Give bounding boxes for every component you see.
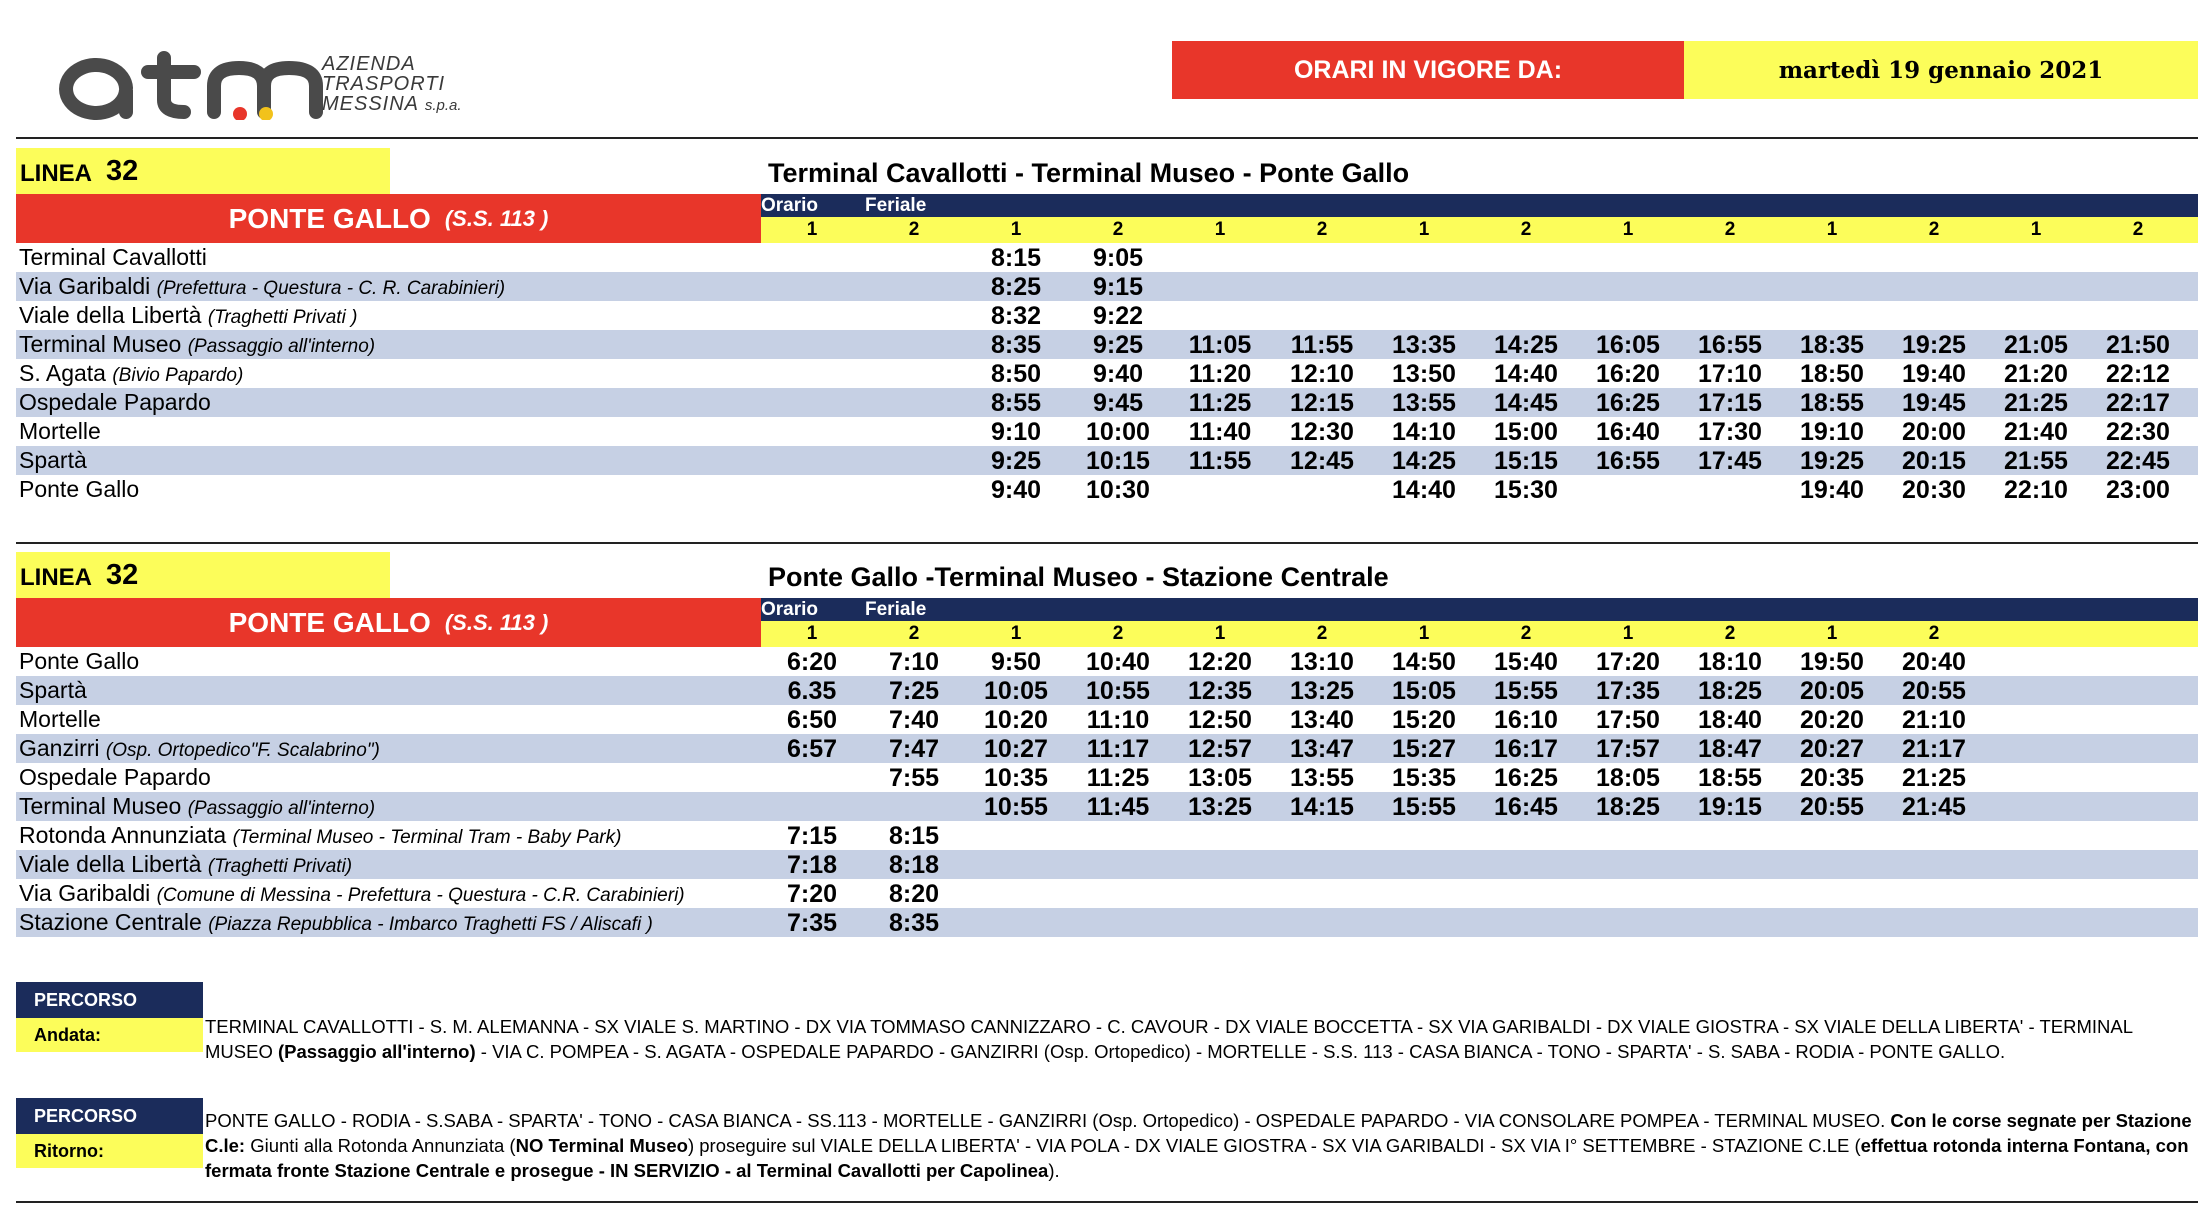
departure-time: 19:25 [1800,447,1864,475]
departure-time: 16:10 [1494,706,1558,734]
route-text-segment: TERMINAL CAVALLOTTI - S. M. ALEMANNA - SX VIALE S. MARTINO - DX VIA TOMMASO CANNIZZARO - C. CAVOUR - DX VIALE BOCCETTA - SX VIA GARIBALDI - DX VIALE GIOSTRA - SX VIALE DELLA LIBERTA' - TERMINAL MUSEO [205,1016,2133,1062]
departure-time: 15:40 [1494,648,1558,676]
departure-time: 20:55 [1800,793,1864,821]
route-label-outbound: PERCORSO [16,982,203,1018]
departure-time: 7:20 [786,880,838,908]
stop-label: Via Garibaldi [19,273,151,299]
route-description-outbound [205,1014,2195,1064]
departure-time: 10:05 [984,677,1048,705]
departure-time: 8:18 [888,851,940,879]
divider [16,137,2198,139]
departure-time: 15:35 [1392,764,1456,792]
departure-time: 11:45 [1086,793,1150,821]
departure-time: 21:20 [2004,360,2068,388]
departure-time: 8:55 [990,389,1042,417]
departure-time: 19:40 [1800,476,1864,504]
column-header: 1 [1826,219,1838,240]
column-header: 1 [1214,623,1226,644]
table-row [16,705,2198,734]
column-header: 1 [2030,219,2042,240]
departure-time: 16:45 [1494,793,1558,821]
valid-from-label: ORARI IN VIGORE DA: [1172,41,1684,99]
departure-time: 19:45 [1902,389,1966,417]
stop-name [19,360,243,389]
stop-note: (Osp. Ortopedico"F. Scalabrino") [105,740,380,761]
departure-time: 7:10 [888,648,940,676]
departure-time: 16:55 [1596,447,1660,475]
departure-time: 8:20 [888,880,940,908]
departure-time: 11:55 [1290,331,1354,359]
departure-time: 7:25 [888,677,940,705]
departure-time: 21:10 [1902,706,1966,734]
stop-name [19,302,357,331]
departure-time: 15:05 [1392,677,1456,705]
route-sub-outbound: Andata: [16,1018,203,1052]
route-title: Ponte Gallo -Terminal Museo - Stazione Centrale [768,562,1389,592]
timetable-outbound [16,148,2198,508]
departure-time: 22:30 [2106,418,2170,446]
departure-time: 6:20 [786,648,838,676]
destination-header: PONTE GALLO (S.S. 113 ) [16,598,761,647]
stop-label: Spartà [19,677,87,703]
departure-time: 17:35 [1596,677,1660,705]
departure-time: 14:25 [1392,447,1456,475]
departure-time: 13:25 [1290,677,1354,705]
table-row [16,243,2198,272]
stop-name [19,677,87,704]
stop-note: (Piazza Repubblica - Imbarco Traghetti FS / Aliscafi ) [208,914,653,935]
column-header: 1 [1214,219,1226,240]
route-text-segment: ). [1048,1160,1060,1181]
column-header: 2 [1928,623,1940,644]
departure-time: 8:15 [990,244,1042,272]
stop-label: Mortelle [19,706,101,732]
stop-name [19,648,139,675]
table-row [16,763,2198,792]
stop-note: (Comune di Messina - Prefettura - Questura - C.R. Carabinieri) [156,885,685,906]
stop-name [19,764,211,791]
departure-time: 12:20 [1188,648,1252,676]
departure-time: 19:50 [1800,648,1864,676]
stop-name [19,735,380,764]
departure-time: 9:45 [1092,389,1144,417]
stop-name [19,389,211,416]
departure-time: 19:40 [1902,360,1966,388]
departure-time: 8:15 [888,822,940,850]
departure-time: 20:00 [1902,418,1966,446]
departure-time: 16:20 [1596,360,1660,388]
departure-time: 16:25 [1596,389,1660,417]
departure-time: 14:50 [1392,648,1456,676]
stop-label: Viale della Libertà [19,302,202,328]
departure-time: 9:05 [1092,244,1144,272]
departure-time: 10:00 [1086,418,1150,446]
column-header: 2 [1724,623,1736,644]
departure-time: 15:55 [1392,793,1456,821]
departure-time: 6:57 [786,735,838,763]
departure-time: 14:40 [1494,360,1558,388]
departure-time: 21:25 [1902,764,1966,792]
stop-label: Mortelle [19,418,101,444]
column-header: 2 [1724,219,1736,240]
departure-time: 16:17 [1494,735,1558,763]
company-name: AZIENDA TRASPORTI MESSINA s.p.a. [322,53,462,115]
departure-time: 22:45 [2106,447,2170,475]
departure-time: 10:35 [984,764,1048,792]
departure-time: 11:55 [1188,447,1252,475]
stop-label: Ospedale Papardo [19,389,211,415]
departure-time: 10:55 [1086,677,1150,705]
column-header: 2 [1316,623,1328,644]
departure-time: 7:47 [888,735,940,763]
departure-time: 17:15 [1698,389,1762,417]
table-row [16,647,2198,676]
departure-time: 13:25 [1188,793,1252,821]
table-row [16,879,2198,908]
departure-time: 9:25 [1092,331,1144,359]
route-text-segment: NO Terminal Museo [515,1135,688,1156]
departure-time: 20:20 [1800,706,1864,734]
departure-time: 19:10 [1800,418,1864,446]
departure-time: 10:40 [1086,648,1150,676]
schedule-type-band: Orario Feriale [761,194,2198,217]
departure-time: 10:30 [1086,476,1150,504]
departure-time: 11:25 [1086,764,1150,792]
route-text-segment: effettua rotonda interna Fontana, con fermata fronte Stazione Centrale e prosegue - IN SERVIZIO - al Terminal Cavallotti per Capolinea [205,1135,2189,1181]
departure-time: 21:55 [2004,447,2068,475]
departure-time: 19:25 [1902,331,1966,359]
stop-label: Ganzirri [19,735,100,761]
stop-name [19,331,375,360]
column-header: 1 [806,219,818,240]
table-row [16,446,2198,475]
departure-time: 11:05 [1188,331,1252,359]
destination-header: PONTE GALLO (S.S. 113 ) [16,194,761,243]
column-header: 2 [1520,623,1532,644]
timetable-return [16,552,2198,952]
stop-note: (Traghetti Privati) [207,856,353,877]
departure-time: 22:10 [2004,476,2068,504]
table-row [16,676,2198,705]
departure-time: 12:45 [1290,447,1354,475]
column-header: 1 [806,623,818,644]
departure-time: 7:15 [786,822,838,850]
divider [16,542,2198,544]
departure-time: 6:50 [786,706,838,734]
departure-time: 20:05 [1800,677,1864,705]
departure-time: 15:00 [1494,418,1558,446]
departure-time: 13:55 [1290,764,1354,792]
departure-time: 15:30 [1494,476,1558,504]
departure-time: 17:50 [1596,706,1660,734]
stop-name [19,476,139,503]
table-row [16,734,2198,763]
departure-time: 8:25 [990,273,1042,301]
column-header: 2 [1316,219,1328,240]
departure-time: 7:55 [888,764,940,792]
departure-time: 21:05 [2004,331,2068,359]
departure-time: 19:15 [1698,793,1762,821]
column-header: 2 [1520,219,1532,240]
stop-label: Stazione Centrale [19,909,202,935]
departure-time: 18:55 [1698,764,1762,792]
departure-time: 13:05 [1188,764,1252,792]
departure-time: 11:25 [1188,389,1252,417]
departure-time: 21:45 [1902,793,1966,821]
departure-time: 18:47 [1698,735,1762,763]
departure-time: 18:25 [1698,677,1762,705]
column-header: 1 [1418,623,1430,644]
column-header: 2 [1112,219,1124,240]
departure-time: 17:20 [1596,648,1660,676]
departure-time: 10:20 [984,706,1048,734]
departure-time: 7:18 [786,851,838,879]
departure-time: 14:10 [1392,418,1456,446]
departure-time: 13:50 [1392,360,1456,388]
departure-time: 23:00 [2106,476,2170,504]
stop-label: Ponte Gallo [19,476,140,502]
table-row [16,301,2198,330]
departure-time: 18:55 [1800,389,1864,417]
departure-time: 20:27 [1800,735,1864,763]
table-row [16,850,2198,879]
departure-time: 10:55 [984,793,1048,821]
stop-label: Via Garibaldi [19,880,151,906]
departure-time: 9:50 [990,648,1042,676]
departure-time: 12:10 [1290,360,1354,388]
stop-label: Terminal Museo [19,793,182,819]
column-header: 2 [908,219,920,240]
departure-time: 18:10 [1698,648,1762,676]
stop-label: Terminal Cavallotti [19,244,207,270]
table-row [16,330,2198,359]
departure-time: 8:32 [990,302,1042,330]
departure-time: 13:55 [1392,389,1456,417]
departure-time: 15:20 [1392,706,1456,734]
table-row [16,792,2198,821]
table-row [16,388,2198,417]
departure-time: 14:25 [1494,331,1558,359]
departure-time: 16:55 [1698,331,1762,359]
stop-name [19,851,352,880]
schedule-type-band: Orario Feriale [761,598,2198,621]
stop-note: (Terminal Museo - Terminal Tram - Baby Park) [232,827,622,848]
route-sub-return: Ritorno: [16,1134,203,1168]
stop-name [19,273,505,302]
departure-time: 17:57 [1596,735,1660,763]
valid-from-date: martedì 19 gennaio 2021 [1684,41,2198,99]
departure-time: 13:47 [1290,735,1354,763]
departure-time: 21:25 [2004,389,2068,417]
departure-time: 18:25 [1596,793,1660,821]
departure-time: 12:57 [1188,735,1252,763]
departure-time: 17:10 [1698,360,1762,388]
departure-time: 21:50 [2106,331,2170,359]
departure-time: 17:45 [1698,447,1762,475]
departure-time: 12:15 [1290,389,1354,417]
table-row [16,417,2198,446]
departure-time: 11:17 [1086,735,1150,763]
column-header: 1 [1010,623,1022,644]
stop-note: (Prefettura - Questura - C. R. Carabinieri) [156,278,506,299]
column-header: 2 [1112,623,1124,644]
divider [16,1201,2198,1203]
column-header: 1 [1622,623,1634,644]
column-header: 1 [1826,623,1838,644]
departure-time: 6.35 [787,677,837,705]
departure-time: 16:05 [1596,331,1660,359]
departure-time: 20:15 [1902,447,1966,475]
departure-time: 15:55 [1494,677,1558,705]
departure-time: 22:17 [2106,389,2170,417]
departure-time: 12:50 [1188,706,1252,734]
departure-time: 9:22 [1092,302,1144,330]
departure-time: 15:15 [1494,447,1558,475]
departure-time: 10:15 [1086,447,1150,475]
line-number: 32 [106,155,139,187]
departure-time: 13:40 [1290,706,1354,734]
departure-time: 15:27 [1392,735,1456,763]
departure-time: 11:20 [1188,360,1252,388]
stop-label: Terminal Museo [19,331,182,357]
departure-time: 14:45 [1494,389,1558,417]
route-text-segment: PONTE GALLO - RODIA - S.SABA - SPARTA' - TONO - CASA BIANCA - SS.113 - MORTELLE - GANZIRRI (Osp. Ortopedico) - OSPEDALE PAPARDO - VIA CONSOLARE POMPEA - TERMINAL MUSEO. [205,1110,1891,1131]
stop-name [19,793,375,822]
stop-name [19,244,207,271]
atm-logo-mark [44,50,344,120]
column-header: 2 [908,623,920,644]
stop-label: Spartà [19,447,87,473]
departure-time: 8:35 [990,331,1042,359]
departure-time: 18:05 [1596,764,1660,792]
departure-time: 21:40 [2004,418,2068,446]
departure-time: 9:25 [990,447,1042,475]
stop-name [19,447,87,474]
line-label: LINEA 32 [16,148,390,194]
route-text-segment: (Passaggio all'interno) [277,1041,476,1062]
stop-name [19,706,101,733]
departure-time: 8:50 [990,360,1042,388]
departure-time: 8:35 [888,909,940,937]
route-title: Terminal Cavallotti - Terminal Museo - Ponte Gallo [768,158,1410,188]
stop-label: Viale della Libertà [19,851,202,877]
column-header: 1 [1010,219,1022,240]
departure-time: 20:30 [1902,476,1966,504]
route-text-segment: Giunti alla Rotonda Annunziata ( [245,1135,516,1156]
departure-time: 22:12 [2106,360,2170,388]
departure-time: 7:35 [786,909,838,937]
departure-time: 13:10 [1290,648,1354,676]
stop-note: (Passaggio all'interno) [187,336,376,357]
table-row [16,359,2198,388]
column-header: 2 [1928,219,1940,240]
departure-time: 9:10 [990,418,1042,446]
departure-time: 9:40 [1092,360,1144,388]
line-number: 32 [106,559,139,591]
departure-time: 7:40 [888,706,940,734]
column-header: 2 [2132,219,2144,240]
departure-time: 20:55 [1902,677,1966,705]
departure-time: 11:10 [1086,706,1150,734]
table-row [16,272,2198,301]
departure-time: 12:30 [1290,418,1354,446]
column-header: 1 [1622,219,1634,240]
stop-name [19,418,101,445]
route-text-segment: ) proseguire sul VIALE DELLA LIBERTA' - VIA POLA - DX VIALE GIOSTRA - SX VIA GARIBALDI - SX VIA I° SETTEMBRE - STAZIONE C.LE ( [687,1135,1861,1156]
departure-time: 21:17 [1902,735,1966,763]
departure-time: 11:40 [1188,418,1252,446]
route-text-segment: Con le corse segnate per Stazione C.le: [205,1110,2192,1156]
departure-time: 10:27 [984,735,1048,763]
departure-time: 18:40 [1698,706,1762,734]
departure-time: 18:50 [1800,360,1864,388]
route-text-segment: - VIA C. POMPEA - S. AGATA - OSPEDALE PAPARDO - GANZIRRI (Osp. Ortopedico) - MORTELLE - S.S. 113 - CASA BIANCA - TONO - SPARTA' - S. SABA - RODIA - PONTE GALLO. [475,1041,2006,1062]
stop-note: (Passaggio all'interno) [187,798,376,819]
stop-name [19,880,685,909]
route-label-return: PERCORSO [16,1098,203,1134]
departure-time: 13:35 [1392,331,1456,359]
departure-time: 17:30 [1698,418,1762,446]
stop-name [19,822,621,851]
column-header: 1 [1418,219,1430,240]
stop-name [19,909,653,938]
departure-time: 14:15 [1290,793,1354,821]
stop-note: (Traghetti Privati ) [207,307,358,328]
departure-time: 12:35 [1188,677,1252,705]
departure-time: 16:40 [1596,418,1660,446]
table-row [16,821,2198,850]
departure-time: 14:40 [1392,476,1456,504]
stop-label: Rotonda Annunziata [19,822,227,848]
departure-time: 9:15 [1092,273,1144,301]
table-row [16,908,2198,937]
departure-time: 9:40 [990,476,1042,504]
stop-label: Ospedale Papardo [19,764,211,790]
stop-note: (Bivio Papardo) [112,365,244,386]
route-description-return [205,1108,2195,1183]
departure-time: 20:35 [1800,764,1864,792]
departure-time: 18:35 [1800,331,1864,359]
stop-label: Ponte Gallo [19,648,140,674]
stop-label: S. Agata [19,360,106,386]
table-row [16,475,2198,504]
line-label: LINEA 32 [16,552,390,598]
departure-time: 20:40 [1902,648,1966,676]
departure-time: 16:25 [1494,764,1558,792]
